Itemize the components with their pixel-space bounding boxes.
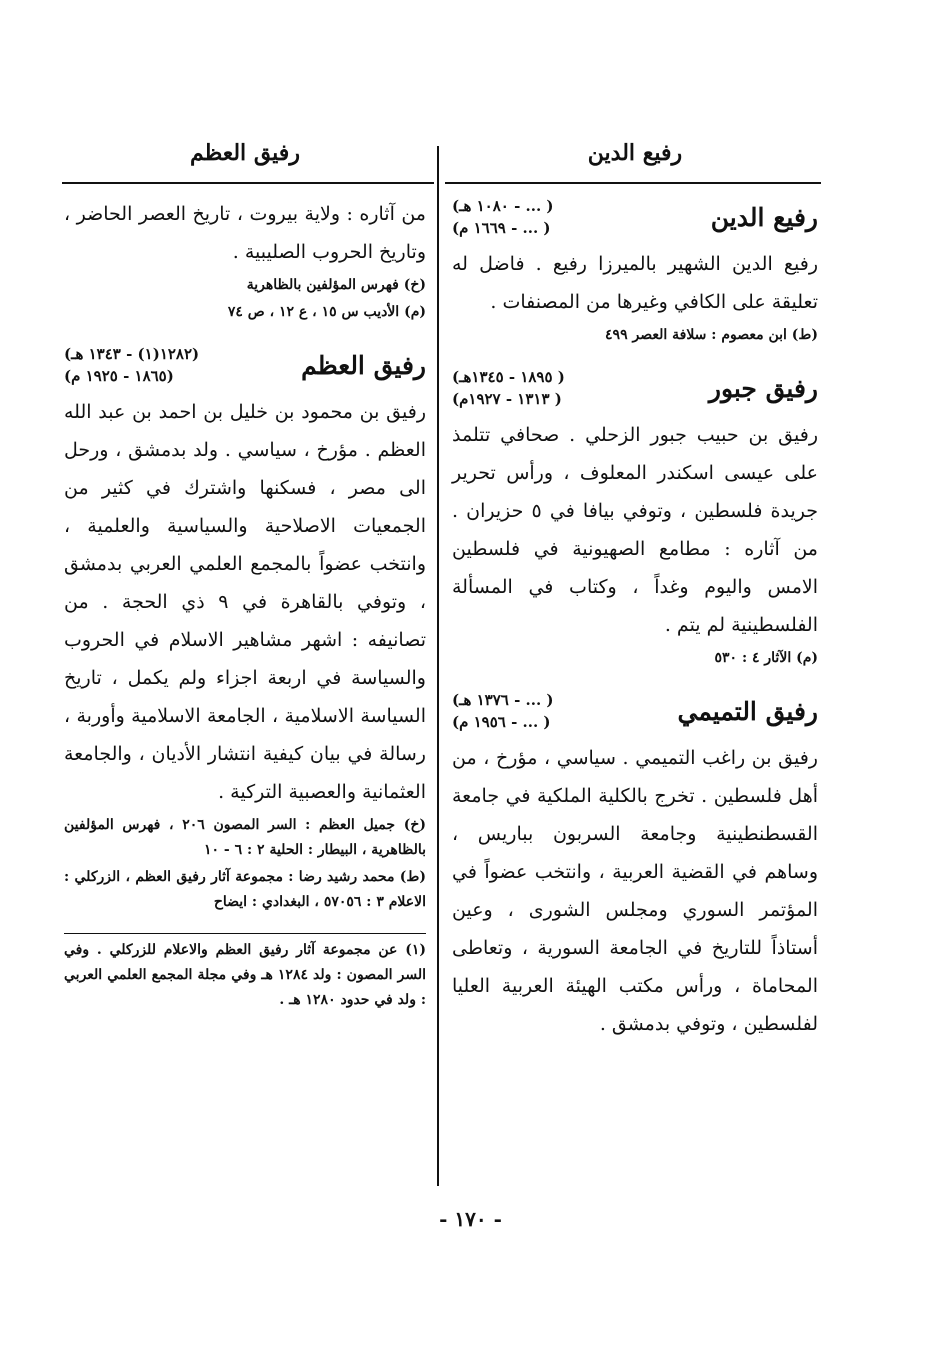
entry-dates bbox=[64, 343, 199, 387]
entry-rafiq-jabbour bbox=[452, 366, 818, 671]
entry-heading bbox=[452, 689, 818, 733]
continued-source: (م) الأديب س ١٥ ، ع ١٢ ، ص ٧٤ bbox=[227, 304, 426, 320]
page-number: - ١٧٠ - bbox=[439, 1207, 502, 1231]
entry-dates bbox=[452, 366, 565, 410]
entry-name: رفيق جبور bbox=[708, 373, 818, 403]
footnote-rule bbox=[64, 933, 426, 934]
entry-heading bbox=[452, 195, 818, 239]
right-column bbox=[452, 195, 818, 1061]
date-hijri: (١٢٨٢(١) - ١٣٤٣ هـ) bbox=[64, 345, 200, 363]
entry-text: رفيق بن محمود بن خليل بن احمد بن عبد الله العظم . مؤرخ ، سياسي . ولد بدمشق ، ورحل الى مصر ، فسكنها واشترك في كثير من الجمعيات الاصلاحية والسياسية والعلمية ، وانتخب عضواً بالمجمع العلمي العربي بدمشق ، وتوفي بالقاهرة في ٩ ذي الحجة . من تصانيفه : اشهر مشاهير الاسلام في الحروب والسياسة في اربعة اجزاء ولم يكمل ، تاريخ السياسة الاسلامية ، الجامعة الاسلامية وأوربة ، رسالة في بيان كيفية انتشار الأديان ، والجامعة العثمانية والعصبية التركية . bbox=[64, 401, 426, 803]
date-hijri: ( ... - ١٠٨٠ هـ) bbox=[452, 197, 554, 215]
entry-source: (ط) محمد رشيد رضا : مجموعة آثار رفيق العظم ، الزركلي : الاعلام ٣ : ٥٧٠٥٦ ، البغدادي : ايضاح bbox=[64, 869, 426, 910]
entry-dates bbox=[452, 195, 554, 239]
date-gregorian: ( ... - ١٦٦٩ م) bbox=[452, 219, 551, 237]
header-rule-right bbox=[445, 182, 821, 184]
running-header-left: رفيق العظم bbox=[190, 140, 300, 166]
continued-entry bbox=[64, 195, 426, 325]
left-column bbox=[64, 195, 426, 1013]
entry-rafiq-tamimi bbox=[452, 689, 818, 1043]
header-rule-left bbox=[62, 182, 434, 184]
date-hijri: ( ... - ١٣٧٦ هـ) bbox=[452, 691, 554, 709]
continued-text: من آثاره : ولاية بيروت ، تاريخ العصر الحاضر ، وتاريخ الحروب الصليبية . bbox=[64, 203, 426, 263]
entry-heading bbox=[64, 343, 426, 387]
entry-name: رفيع الدين bbox=[710, 202, 818, 232]
entry-source: (ط) ابن معصوم : سلافة العصر ٤٩٩ bbox=[605, 327, 818, 343]
entry-heading bbox=[452, 366, 818, 410]
entry-source: (خ) جميل العظم : السر المصون ٢٠٦ ، فهرس المؤلفين بالظاهرية ، البيطار : الحلية ٢ : ٦ - ١٠ bbox=[64, 817, 426, 858]
continued-source: (خ) فهرس المؤلفين بالظاهرية bbox=[246, 277, 426, 293]
running-header-right: رفيع الدين bbox=[587, 140, 683, 166]
entry-dates bbox=[452, 689, 554, 733]
date-gregorian: (١٨٦٥ - ١٩٢٥ م) bbox=[64, 367, 174, 385]
date-gregorian: ( ... - ١٩٥٦ م) bbox=[452, 713, 551, 731]
column-divider bbox=[437, 146, 439, 1186]
date-hijri: ( ١٨٩٥ - ١٣٤٥هـ) bbox=[452, 368, 565, 386]
entry-rafiq-al-azm bbox=[64, 343, 426, 915]
entry-name: رفيق التميمي bbox=[677, 696, 818, 726]
entry-name: رفيق العظم bbox=[301, 350, 426, 380]
entry-text: رفيق بن حبيب جبور الزحلي . صحافي تتلمذ على عيسى اسكندر المعلوف ، ورأس تحرير جريدة فلسطين ، وتوفي بيافا في ٥ حزيران . من آثاره : مطامع الصهيونية في فلسطين الامس واليوم وغداً ، وكتاب في المسألة الفلسطينية لم يتم . bbox=[452, 424, 818, 636]
entry-text: رفيع الدين الشهير بالميرزا رفيع . فاضل له تعليقة على الكافي وغيرها من المصنفات . bbox=[452, 253, 818, 313]
entry-rafi-al-din bbox=[452, 195, 818, 348]
entry-text: رفيق بن راغب التميمي . سياسي ، مؤرخ ، من أهل فلسطين . تخرج بالكلية الملكية في جامعة القسطنطينية وجامعة السربون بباريس ، وساهم في القضية العربية ، وانتخب عضواً في المؤتمر السوري ومجلس الشورى ، وعين أستاذاً للتاريخ في الجامعة السورية ، وتعاطى المحاماة ، ورأس مكتب الهيئة العربية العليا لفلسطين ، وتوفي بدمشق . bbox=[452, 747, 818, 1035]
entry-source: (م) الآثار ٤ : ٥٣٠ bbox=[714, 650, 818, 666]
footnote: (١) عن مجموعة آثار رفيق العظم والاعلام للزركلي . وفي السر المصون : ولد ١٢٨٤ هـ وفي مجلة المجمع العلمي العربي : ولد في حدود ١٢٨٠ هـ . bbox=[64, 942, 426, 1008]
date-gregorian: ( ١٣١٣ - ١٩٢٧م) bbox=[452, 390, 562, 408]
